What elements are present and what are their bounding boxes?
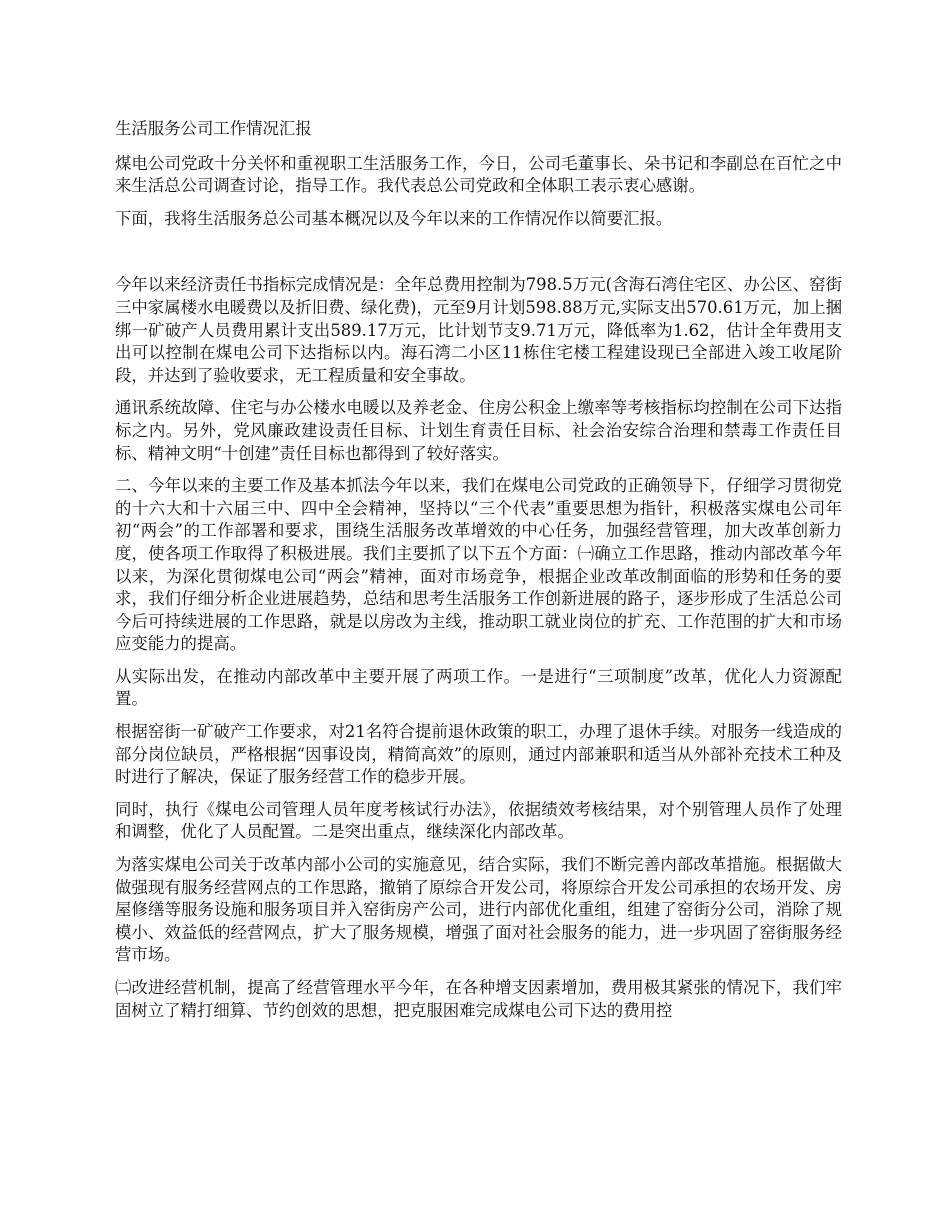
- paragraph-retirement: 根据窑街一矿破产工作要求，对21名符合提前退休政策的职工，办理了退休手续。对服务一线造成的部分岗位缺员，严格根据“因事设岗，精简高效”的原则，通过内部兼职和适当从外部补充技术工种及时进行了解决，保证了服务经营工作的稳步开展。: [115, 722, 842, 787]
- blank-spacer: [115, 240, 842, 274]
- paragraph-indicators: 今年以来经济责任书指标完成情况是：全年总费用控制为798.5万元(含海石湾住宅区、办公区、窑街三中家属楼水电暖费以及折旧费、绿化费)，元至9月计划598.88万元,实际支出570.61万元，加上捆绑一矿破产人员费用累计支出589.17万元，比计划节支9.71万元，降低率为1.62，估计全年费用支出可以控制在煤电公司下达指标以内。海石湾二小区11栋住宅楼工程建设现已全部进入竣工收尾阶段，并达到了验收要求，无工程质量和安全事故。: [115, 275, 842, 385]
- paragraph-overview: 下面，我将生活服务总公司基本概况以及今年以来的工作情况作以简要汇报。: [115, 208, 673, 228]
- paragraph-main-work: 二、今年以来的主要工作及基本抓法今年以来，我们在煤电公司党政的正确领导下，仔细学习贯彻党的十六大和十六届三中、四中全会精神，坚持以“三个代表”重要思想为指针，积极落实煤电公司年初“两会”的工作部署和要求，围绕生活服务改革增效的中心任务，加强经营管理，加大改革创新力度，使各项工作取得了积极进展。我们主要抓了以下五个方面：㈠确立工作思路，推动内部改革今年以来，为深化贯彻煤电公司“两会”精神，面对市场竞争，根据企业改革改制面临的形势和任务的要求，我们仔细分析企业进展趋势，总结和思考生活服务工作创新进展的路子，逐步形成了生活总公司今后可持续进展的工作思路，就是以房改为主线，推动职工就业岗位的扩充、工作范围的扩大和市场应变能力的提高。: [115, 476, 842, 654]
- paragraph-mechanism: ㈡改进经营机制，提高了经营管理水平今年，在各种增支因素增加，费用极其紧张的情况下，我们牢固树立了精打细算、节约创效的思想，把克服困难完成煤电公司下达的费用控: [115, 978, 842, 1020]
- paragraph-targets: 通讯系统故障、住宅与办公楼水电暖以及养老金、住房公积金上缴率等考核指标均控制在公司下达指标之内。另外，党风廉政建设责任目标、计划生育责任目标、社会治安综合治理和禁毒工作责任目标、精神文明“十创建”责任目标也都得到了较好落实。: [115, 398, 842, 463]
- document-title: 生活服务公司工作情况汇报: [115, 119, 312, 138]
- paragraph-intro: 煤电公司党政十分关怀和重视职工生活服务工作，今日，公司毛董事长、朵书记和李副总在百忙之中来生活总公司调查讨论，指导工作。我代表总公司党政和全体职工表示衷心感谢。: [115, 153, 842, 196]
- paragraph-reform: 从实际出发，在推动内部改革中主要开展了两项工作。一是进行“三项制度”改革，优化人力资源配置。: [115, 666, 842, 709]
- paragraph-restructure: 为落实煤电公司关于改革内部小公司的实施意见，结合实际，我们不断完善内部改革措施。根据做大做强现有服务经营网点的工作思路，撤销了原综合开发公司，将原综合开发公司承担的农场开发、房屋修缮等服务设施和服务项目并入窑街房产公司，进行内部优化重组，组建了窑街分公司，消除了规模小、效益低的经营网点，扩大了服务规模，增强了面对社会服务的能力，进一步巩固了窑街服务经营市场。: [115, 855, 842, 965]
- paragraph-assessment: 同时，执行《煤电公司管理人员年度考核试行办法》，依据绩效考核结果，对个别管理人员作了处理和调整，优化了人员配置。二是突出重点，继续深化内部改革。: [115, 799, 842, 842]
- document-page: [115, 118, 842, 1032]
